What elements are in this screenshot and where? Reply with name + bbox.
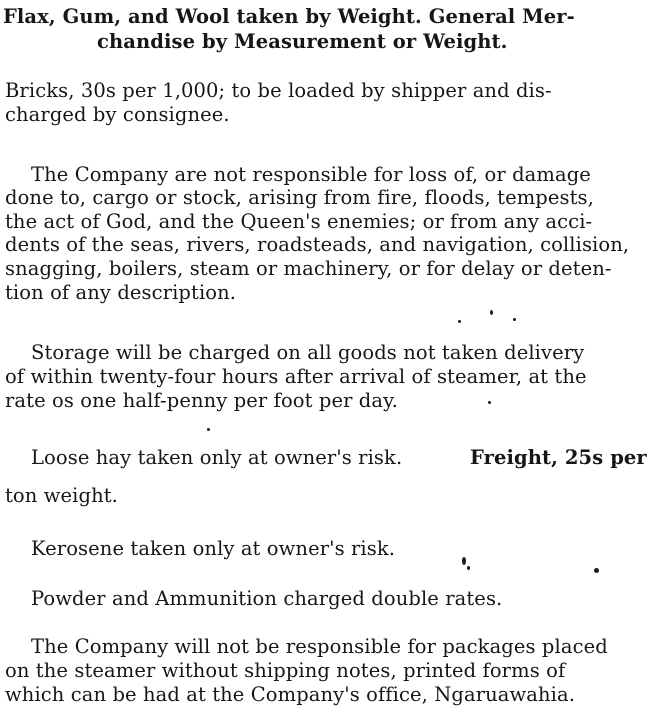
kerosene-line: Kerosene taken only at owner's risk. — [31, 537, 396, 560]
header-line-1: Flax, Gum, and Wool taken by Weight. General Mer- — [3, 5, 575, 28]
bricks-line-2: charged by consignee. — [5, 103, 230, 126]
storage-line-1: Storage will be charged on all goods not taken delivery — [31, 341, 585, 364]
hay-line-2: ton weight. — [5, 484, 118, 507]
ink-speck — [462, 557, 466, 565]
storage-line-3: rate os one half-penny per foot per day. — [5, 389, 398, 412]
ink-speck — [490, 310, 493, 315]
liability-line-1: The Company are not responsible for loss of, or damage — [31, 163, 591, 186]
liability-line-6: tion of any description. — [5, 281, 237, 304]
hay-line-1: Loose hay taken only at owner's risk. — [31, 446, 403, 469]
packages-line-3: which can be had at the Company's office, Ngaruawahia. — [5, 683, 576, 706]
ink-speck — [207, 428, 210, 431]
ink-speck — [594, 568, 599, 573]
liability-line-5: snagging, boilers, steam or machinery, or for delay or deten- — [5, 257, 612, 280]
liability-line-4: dents of the seas, rivers, roadsteads, and navigation, collision, — [5, 233, 630, 256]
bricks-line-1: Bricks, 30s per 1,000; to be loaded by shipper and dis- — [5, 79, 552, 102]
powder-line: Powder and Ammunition charged double rates. — [31, 587, 503, 610]
packages-line-1: The Company will not be responsible for packages placed — [31, 635, 608, 658]
liability-line-3: the act of God, and the Queen's enemies; or from any acci- — [5, 210, 593, 233]
hay-freight-text: Freight, 25s per — [470, 446, 647, 469]
ink-speck — [488, 401, 491, 404]
storage-line-2: of within twenty-four hours after arrival of steamer, at the — [5, 365, 587, 388]
ink-speck — [467, 566, 470, 570]
liability-line-2: done to, cargo or stock, arising from fire, floods, tempests, — [5, 186, 594, 209]
header-line-2: chandise by Measurement or Weight. — [97, 30, 508, 53]
packages-line-2: on the steamer without shipping notes, printed forms of — [5, 659, 566, 682]
ink-speck — [458, 320, 461, 323]
ink-speck — [513, 318, 516, 321]
